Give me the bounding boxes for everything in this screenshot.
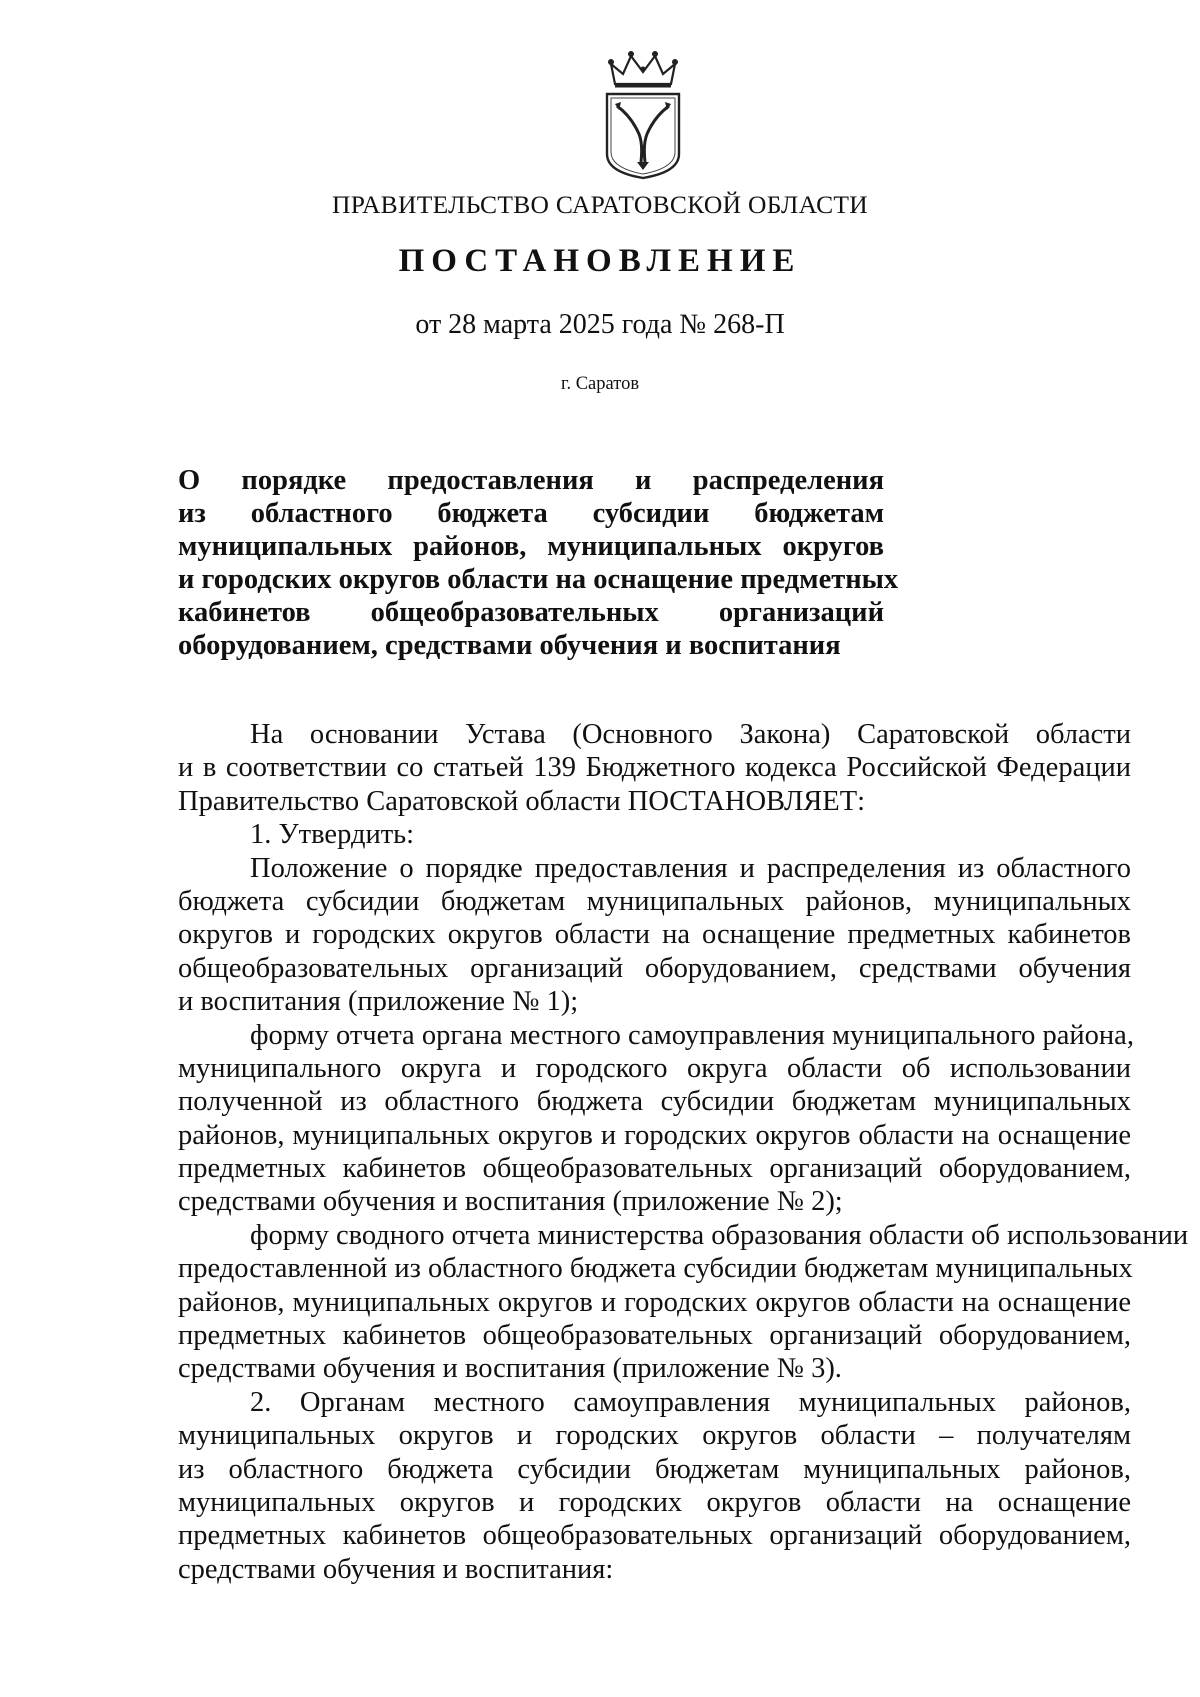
body-line: На основании Устава (Основного Закона) Саратовской области bbox=[250, 719, 1131, 750]
body-line: муниципальных округов и городских округов области – получателям bbox=[178, 1420, 1131, 1452]
body-line: общеобразовательных организаций оборудованием, средствами обучения bbox=[178, 952, 1131, 984]
subject-line: из областного бюджета субсидии бюджетам bbox=[178, 498, 884, 529]
body-line: из областного бюджета субсидии бюджетам муниципальных районов, bbox=[178, 1453, 1131, 1485]
body-line: и в соответствии со статьей 139 Бюджетного кодекса Российской Федерации bbox=[178, 752, 1131, 784]
body-line: средствами обучения и воспитания: bbox=[178, 1553, 614, 1585]
document-city: г. Саратов bbox=[560, 374, 640, 394]
document-type: ПОСТАНОВЛЕНИЕ bbox=[398, 243, 802, 279]
body-line: и воспитания (приложение № 1); bbox=[178, 986, 579, 1018]
body-line: муниципальных округов и городских округов области на оснащение bbox=[178, 1486, 1131, 1518]
body-line: районов, муниципальных округов и городских округов области на оснащение bbox=[178, 1286, 1131, 1318]
body-line: предоставленной из областного бюджета субсидии бюджетам муниципальных bbox=[178, 1253, 1133, 1285]
subject-line: и городских округов области на оснащение предметных bbox=[178, 564, 899, 595]
government-name: ПРАВИТЕЛЬСТВО САРАТОВСКОЙ ОБЛАСТИ bbox=[332, 190, 868, 219]
coat-of-arms-icon bbox=[597, 44, 689, 180]
body-line: 1. Утвердить: bbox=[250, 819, 415, 851]
body-line: бюджета субсидии бюджетам муниципальных районов, муниципальных bbox=[178, 885, 1131, 917]
document-date-number: от 28 марта 2025 года № 268-П bbox=[415, 309, 785, 340]
body-line: Положение о порядке предоставления и распределения из областного bbox=[250, 852, 1131, 884]
body-line: предметных кабинетов общеобразовательных организаций оборудованием, bbox=[178, 1520, 1131, 1552]
body-line: районов, муниципальных округов и городских округов области на оснащение bbox=[178, 1119, 1131, 1151]
body-line: средствами обучения и воспитания (приложение № 2); bbox=[178, 1186, 843, 1218]
body-line: средствами обучения и воспитания (приложение № 3). bbox=[178, 1353, 842, 1385]
body-line: муниципального округа и городского округа области об использовании bbox=[178, 1052, 1131, 1084]
body-line: форму отчета органа местного самоуправления муниципального района, bbox=[250, 1019, 1134, 1051]
body-line: полученной из областного бюджета субсидии бюджетам муниципальных bbox=[178, 1086, 1131, 1118]
subject-line: О порядке предоставления и распределения bbox=[178, 465, 884, 496]
body-line: форму сводного отчета министерства образования области об использовании bbox=[250, 1219, 1189, 1251]
body-line: предметных кабинетов общеобразовательных организаций оборудованием, bbox=[178, 1153, 1131, 1185]
subject-line: муниципальных районов, муниципальных округов bbox=[178, 531, 884, 562]
body-line: округов и городских округов области на оснащение предметных кабинетов bbox=[178, 919, 1131, 951]
subject-line: кабинетов общеобразовательных организаций bbox=[178, 597, 884, 628]
document-subject bbox=[178, 464, 899, 662]
document-body bbox=[178, 718, 1189, 1586]
body-line: Правительство Саратовской области ПОСТАНОВЛЯЕТ: bbox=[178, 785, 866, 817]
body-line: 2. Органам местного самоуправления муниципальных районов, bbox=[250, 1386, 1131, 1418]
body-line: предметных кабинетов общеобразовательных организаций оборудованием, bbox=[178, 1320, 1131, 1352]
subject-line: оборудованием, средствами обучения и воспитания bbox=[178, 630, 841, 661]
